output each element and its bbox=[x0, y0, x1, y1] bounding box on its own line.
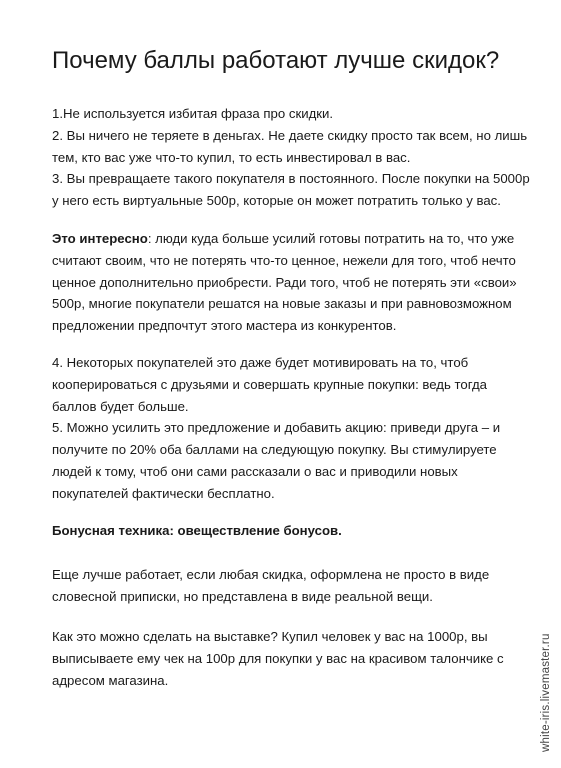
points-4-5-paragraph bbox=[52, 352, 542, 505]
point-4-line-cont: кооперироваться с друзьями и совершать крупные покупки: ведь тогда bbox=[52, 376, 488, 392]
interesting-paragraph bbox=[52, 228, 542, 337]
interesting-first-line-text: : люди куда больше усилий готовы потратить на то, что уже bbox=[147, 231, 515, 246]
exhibition-line: Как это можно сделать на выставке? Купил человек у вас на 1000р, вы bbox=[52, 629, 488, 644]
point-1-line: 1.Не используется избитая фраза про скидки. bbox=[52, 106, 334, 121]
exhibition-line: выписываете ему чек на 100р для покупки у вас на красивом талончике с bbox=[52, 650, 504, 666]
interesting-line: ценное дополнительно приобрести. Ради того, чтоб не потерять эти «свои» bbox=[52, 274, 517, 290]
point-3-line: 3. Вы превращаете такого покупателя в постоянного. После покупки на 5000р bbox=[52, 171, 530, 187]
better-paragraph bbox=[52, 564, 542, 608]
interesting-label: Это интересно bbox=[52, 231, 148, 246]
point-2-line-cont: тем, кто вас уже что-то купил, то есть инвестировал в вас. bbox=[52, 149, 411, 165]
bonus-heading: Бонусная техника: овеществление бонусов. bbox=[52, 523, 342, 538]
point-4-line: 4. Некоторых покупателей это даже будет мотивировать на то, чтоб bbox=[52, 355, 469, 370]
point-2-line: 2. Вы ничего не теряете в деньгах. Не даете скидку просто так всем, но лишь bbox=[52, 127, 528, 143]
point-5-line-cont: людей к тому, чтоб они сами рассказали о вас и приводили новых bbox=[52, 463, 458, 479]
interesting-line: 500р, многие покупатели решатся на новые заказы и при равновозможном bbox=[52, 296, 512, 312]
exhibition-paragraph bbox=[52, 626, 542, 691]
better-line: словесной приписки, но представлена в виде реальной вещи. bbox=[52, 588, 433, 604]
points-1-3-paragraph bbox=[52, 103, 542, 212]
point-4-line-cont: баллов будет больше. bbox=[52, 398, 189, 414]
site-watermark: white-iris.livemaster.ru bbox=[540, 633, 552, 752]
exhibition-line: адресом магазина. bbox=[52, 672, 169, 688]
interesting-first-line bbox=[52, 228, 542, 250]
point-5-line-cont: покупателей фактически бесплатно. bbox=[52, 485, 275, 501]
point-3-line-cont: у него есть виртуальные 500р, которые он может потратить только у вас. bbox=[52, 193, 501, 209]
point-5-line-cont: получите по 20% оба баллами на следующую покупку. Вы стимулируете bbox=[52, 442, 497, 458]
interesting-line: считают своим, что не потерять что-то ценное, нежели для того, чтоб нечто bbox=[52, 252, 516, 268]
interesting-line: предложении предпочтут этого мастера из конкурентов. bbox=[52, 318, 397, 334]
better-line: Еще лучше работает, если любая скидка, оформлена не просто в виде bbox=[52, 567, 490, 582]
page-title: Почему баллы работают лучше скидок? bbox=[52, 47, 500, 74]
point-5-line: 5. Можно усилить это предложение и добавить акцию: приведи друга – и bbox=[52, 420, 501, 436]
